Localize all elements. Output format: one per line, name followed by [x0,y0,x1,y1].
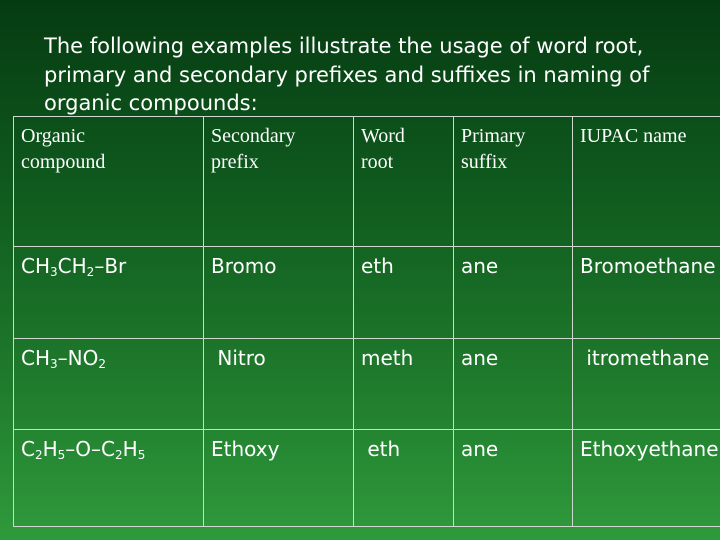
iupac-name-cell: Ethoxyethane [573,430,720,527]
primary-suffix-cell: ane [454,430,573,527]
header-word-root: Word root [354,117,454,247]
table-row [14,247,720,339]
primary-suffix-cell: ane [454,339,573,430]
iupac-name-cell: Bromoethane [573,247,720,339]
naming-table [13,116,720,527]
iupac-name-cell: itromethane [573,339,720,430]
word-root-cell: eth [354,430,454,527]
secondary-prefix-cell: Ethoxy [204,430,354,527]
intro-paragraph: The following examples illustrate the usage of word root, primary and secondary prefixes and suffixes in naming of organic compounds: [44,34,650,115]
compound-formula: $C_2H_5-O-C_2H_5$ [14,430,204,527]
table-row [14,430,720,527]
secondary-prefix-cell: Nitro [204,339,354,430]
primary-suffix-cell: ane [454,247,573,339]
word-root-cell: eth [354,247,454,339]
table-row [14,339,720,430]
header-iupac-name: IUPAC name [573,117,720,247]
compound-formula: $CH_3-NO_2$ [14,339,204,430]
header-primary-suffix: Primary suffix [454,117,573,247]
compound-formula: $CH_3CH_2-Br$ [14,247,204,339]
header-organic-compound: Organic compound [14,117,204,247]
secondary-prefix-cell: Bromo [204,247,354,339]
word-root-cell: meth [354,339,454,430]
table-header-row [14,117,720,247]
header-secondary-prefix: Secondary prefix [204,117,354,247]
